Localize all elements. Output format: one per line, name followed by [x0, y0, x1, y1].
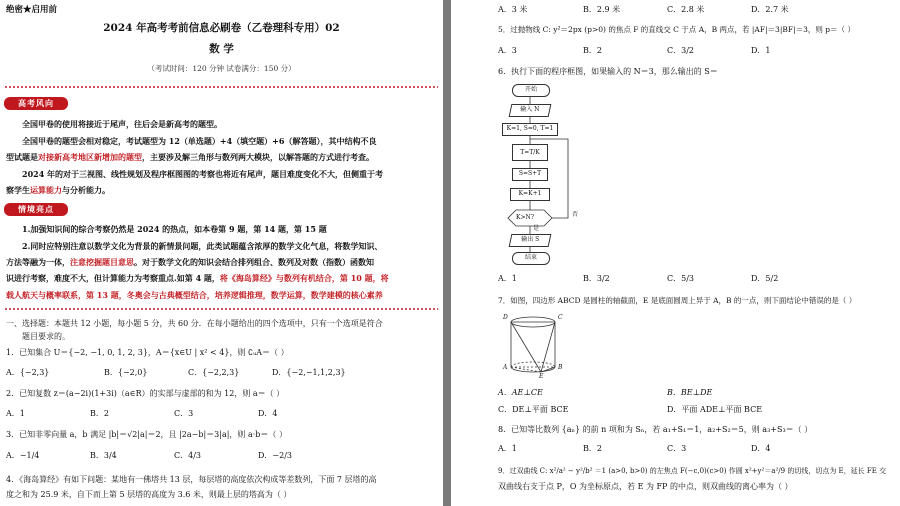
point-label-e: E — [539, 373, 544, 380]
section-badge-trend: 高考风向 — [4, 97, 68, 110]
flowchart — [496, 80, 636, 270]
option: A．AE⊥CE — [498, 388, 543, 397]
question-6: 6．执行下面的程序框图，如果输入的 N＝3，那么输出的 S＝ — [498, 67, 718, 76]
option: A．−1/4 — [6, 451, 40, 460]
option: C．3 — [174, 409, 194, 418]
option: D．5/2 — [751, 274, 779, 283]
divider — [4, 308, 438, 310]
flow-start: 开始 — [512, 84, 550, 97]
option: B．2.9 米 — [583, 5, 621, 14]
flow-no-label: 否 — [572, 211, 579, 218]
option: B．3/2 — [583, 274, 610, 283]
section-intro: 一、选择题：本题共 12 小题，每小题 5 分，共 60 分．在每小题给出的四个选项中，只有一个选项是符合 — [6, 319, 383, 328]
option: B．BE⊥DE — [667, 388, 713, 397]
question-3: 3．已知非零向量 a，b 满足 |b|＝√2|a|＝2，且 |2a−b|＝3|a|，则 a·b＝（ ） — [6, 430, 287, 439]
question-4: 度之和为 25.9 米，自下而上第 5 层塔的高度为 3.6 米，则最上层的塔高为（ ） — [6, 490, 292, 499]
paragraph: 全国甲卷的使用将接近于尾声，往后会是新高考的题型。 — [22, 119, 222, 129]
option: C．3 — [667, 444, 687, 453]
cylinder-figure — [503, 312, 583, 382]
paragraph: 识进行考察，难度不大，但计算能力为考察重点.如第 4 题，将《海岛算经》与数列有机结合，第 10 题，将 — [6, 273, 389, 283]
flow-init: K=1, S=0, T=1 — [502, 123, 558, 136]
option: D．4 — [751, 444, 771, 453]
option: A．{−2,3} — [6, 368, 50, 377]
flow-step-t: T=T/K — [512, 144, 548, 161]
option: A．1 — [498, 274, 517, 283]
secret-label: 绝密★启用前 — [6, 5, 58, 15]
exam-info: （考试时间：120 分钟 试卷满分：150 分） — [147, 64, 296, 73]
divider — [4, 86, 438, 88]
option: B．2 — [583, 46, 602, 55]
flow-step-k: K=K+1 — [510, 188, 550, 201]
cylinder-drawing — [503, 312, 583, 382]
point-label-b: B — [558, 364, 563, 371]
flow-output: 输出 S — [509, 234, 552, 247]
option: A．1 — [498, 444, 517, 453]
option: A．3 米 — [498, 5, 528, 14]
point-label-d: D — [503, 314, 508, 321]
paragraph: 察学生运算能力与分析能力。 — [6, 185, 110, 195]
section-intro: 题目要求的。 — [22, 332, 70, 341]
question-5: 5．过抛物线 C: y²＝2px (p>0) 的焦点 F 的直线交 C 于点 A，B 两点，若 |AF|＝3|BF|＝3，则 p＝（ ） — [498, 25, 855, 34]
option: D．平面 ADE⊥平面 BCE — [667, 405, 763, 414]
option: C．4/3 — [174, 451, 201, 460]
paragraph: 全国甲卷的题型会相对稳定，考试题型为 12（单选题）+4（填空题）+6（解答题），其中结构不良 — [22, 136, 377, 146]
option: A．3 — [498, 46, 517, 55]
exam-title: 2024 年高考考前信息必刷卷（乙卷理科专用）02 — [103, 22, 340, 34]
question-1: 1．已知集合 U＝{−2, −1, 0, 1, 2, 3}，A＝{x∈U | x² < 4}，则 ∁ᵤA＝（ ） — [6, 348, 289, 357]
flow-input: 输入 N — [509, 104, 552, 117]
flow-yes-label: 是 — [533, 225, 540, 232]
page-left — [0, 0, 443, 506]
option: B．2 — [90, 409, 109, 418]
question-9: 9．过双曲线 C: x²/a² − y²/b² ＝1 (a>0, b>0) 的左焦点 F(−c,0)(c>0) 作圆 x²+y²＝a²/9 的切线，切点为 E，延长 FE 交 — [498, 467, 887, 475]
subject-title: 数 学 — [209, 43, 234, 55]
paragraph: 2.同时应特别注意以数学文化为背景的新情景问题，此类试题蕴含浓厚的数学文化气息，将数学知识、 — [22, 241, 383, 251]
paragraph: 型试题是对接新高考地区新增加的题型，主要涉及解三角形与数列两大模块，以解答题的方式进行考查。 — [6, 152, 374, 162]
page-right — [451, 0, 900, 506]
paragraph: 1.加强知识间的综合考察仍然是 2024 的热点，如本卷第 9 题，第 14 题，第 15 题 — [22, 224, 327, 234]
option: B．3/4 — [90, 451, 117, 460]
option: D．1 — [751, 46, 771, 55]
question-8: 8．已知等比数列 {aₙ} 的前 n 项和为 Sₙ，若 a₁+S₁＝1，a₂+S₂＝5，则 a₃+S₃＝（ ） — [498, 425, 813, 434]
question-4: 4．《海岛算经》有如下问题：某地有一佛塔共 13 层，每层塔的高度依次构成等差数列，下面 7 层塔的高 — [6, 475, 377, 484]
flow-end: 结束 — [512, 252, 550, 265]
point-label-a: A — [503, 364, 508, 371]
option: D．{−2,−1,1,2,3} — [272, 368, 346, 377]
point-label-c: C — [558, 314, 563, 321]
paragraph: 2024 年的对于三视图、线性规划及程序框图图的考察也将近有尾声，题目难度变化不大，但侧重于考 — [22, 169, 384, 179]
option: B．{−2,0} — [104, 368, 148, 377]
option: B．2 — [583, 444, 602, 453]
option: C．2.8 米 — [667, 5, 705, 14]
paragraph: 载人航天与概率联系，第 13 题，冬奥会与古典概型结合，培养逻辑推理，数学运算，数学建模的核心素养 — [6, 290, 383, 300]
flow-step-s: S=S+T — [512, 168, 548, 181]
option: D．−2/3 — [258, 451, 292, 460]
option: C．3/2 — [667, 46, 694, 55]
option: A．1 — [6, 409, 25, 418]
flow-condition: K>N? — [516, 214, 534, 221]
section-badge-highlights: 情境亮点 — [4, 203, 68, 216]
option: D．2.7 米 — [751, 5, 789, 14]
question-7: 7．如图，四边形 ABCD 是圆柱的轴截面，E 是底面圆周上异于 A，B 的一点，则下面结论中错误的是（ ） — [498, 296, 857, 305]
option: D．4 — [258, 409, 278, 418]
question-9: 双曲线右支于点 P，O 为坐标原点，若 E 为 FP 的中点，则双曲线的离心率为（ ） — [498, 482, 793, 491]
option: C．{−2,2,3} — [188, 368, 240, 377]
option: C．DE⊥平面 BCE — [498, 405, 569, 414]
option: C．5/3 — [667, 274, 694, 283]
paragraph: 方法等融为一体，注意挖掘题目意思。对于数学文化的知识会结合排列组合、数列及对数（指数）函数知 — [6, 257, 374, 267]
question-2: 2．已知复数 z＝(a−2i)(1+3i)（a∈R）的实部与虚部的和为 12，则 a＝（ ） — [6, 389, 285, 398]
